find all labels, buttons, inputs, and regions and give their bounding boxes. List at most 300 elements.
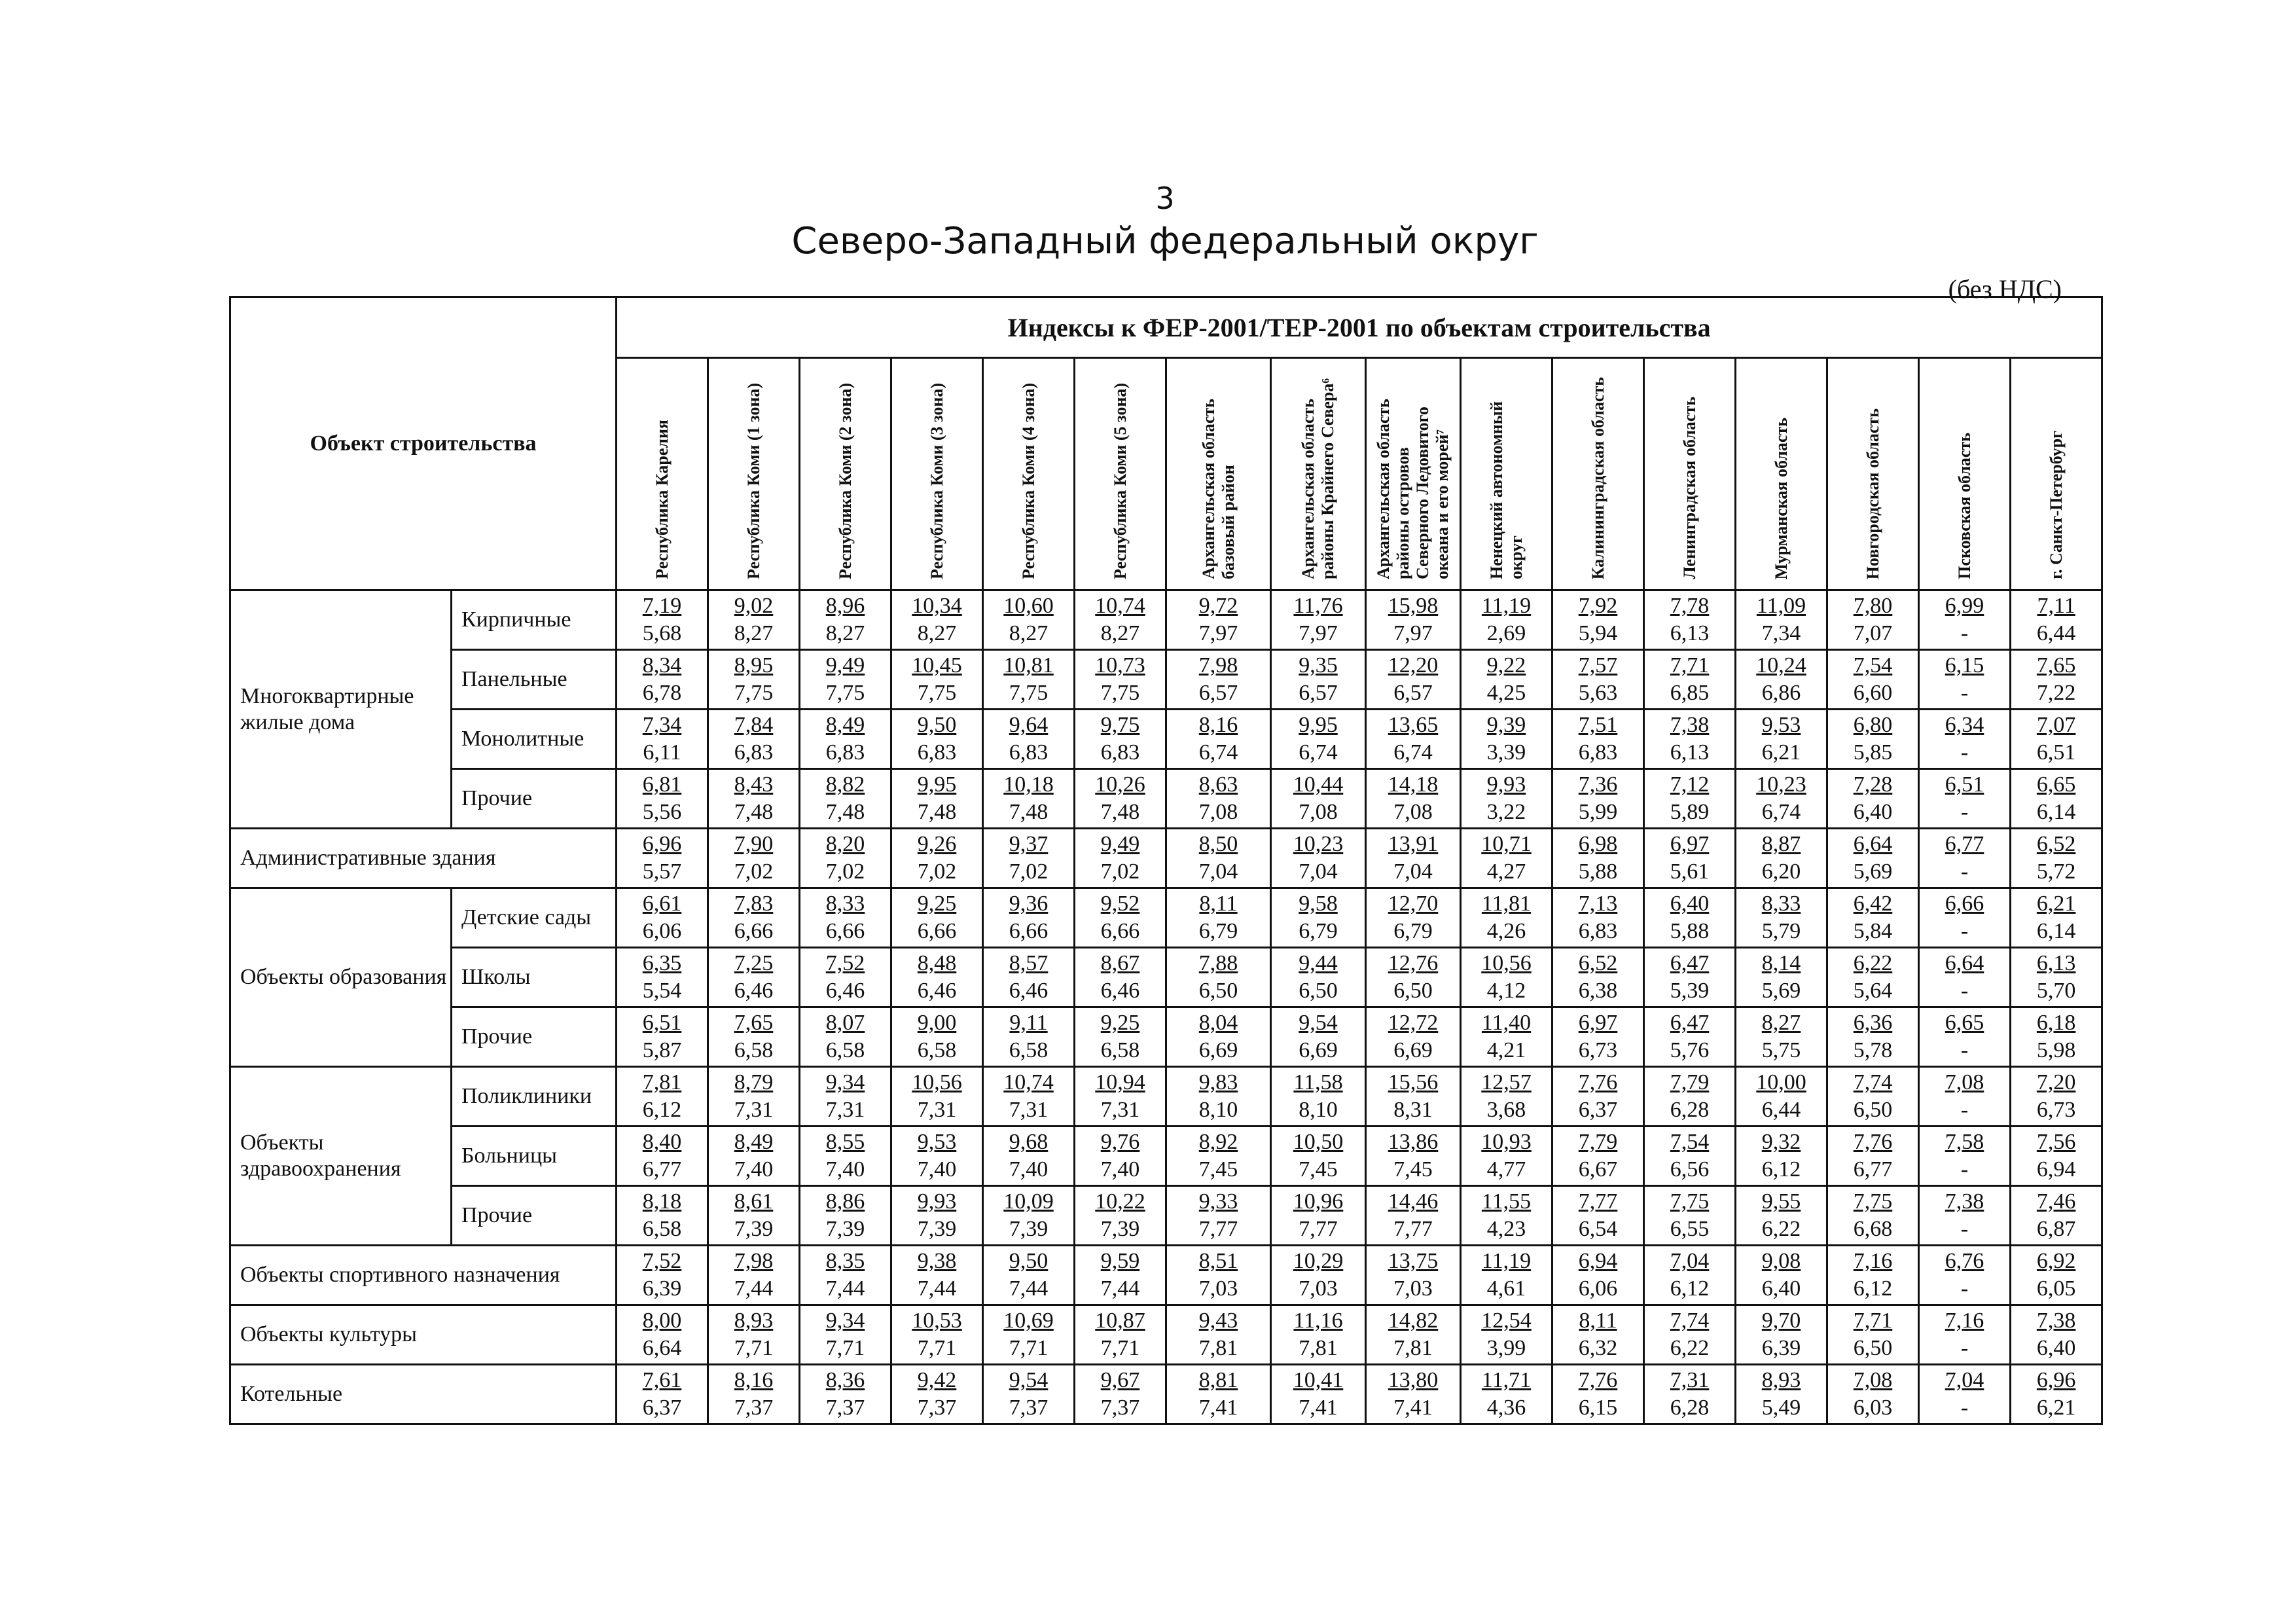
index-value-ter: 7,07 [1853, 621, 1893, 645]
index-value-ter: 7,39 [734, 1217, 774, 1241]
index-cell [1271, 650, 1366, 710]
index-value-fer: 7,79 [1670, 1070, 1710, 1094]
table-row [230, 948, 2102, 1007]
index-value-fer: 6,34 [1945, 713, 1984, 737]
index-cell [1271, 1365, 1366, 1424]
index-cell [1366, 1305, 1461, 1365]
index-value-ter: 6,03 [1853, 1396, 1893, 1420]
index-cell [1552, 1067, 1644, 1127]
index-cell [1166, 888, 1271, 948]
index-cell [1644, 1305, 1736, 1365]
index-cell [1075, 829, 1166, 888]
index-value-ter: 6,28 [1670, 1396, 1710, 1420]
index-value-fer: 6,18 [2036, 1011, 2076, 1035]
index-cell [617, 829, 708, 888]
index-value-ter: 6,83 [1009, 740, 1049, 765]
index-value-fer: 7,04 [1670, 1249, 1710, 1273]
index-value-ter: 7,44 [734, 1276, 774, 1301]
index-value-ter: 4,27 [1486, 859, 1526, 884]
region-header [1461, 358, 1552, 590]
index-cell [1461, 590, 1552, 650]
index-cell [891, 590, 983, 650]
index-value-ter: 7,40 [1009, 1157, 1049, 1182]
index-value-fer: 8,04 [1198, 1011, 1238, 1035]
index-value-ter: 6,46 [1100, 979, 1140, 1003]
index-value-fer: 7,11 [2037, 594, 2075, 618]
index-value-ter: 6,85 [1670, 681, 1710, 705]
region-name: Республика Коми (4 зона) [1018, 383, 1038, 579]
index-value-fer: 10,45 [912, 653, 962, 677]
index-value-fer: 7,07 [2036, 713, 2076, 737]
index-value-fer: 10,29 [1293, 1249, 1344, 1273]
index-cell [800, 829, 891, 888]
index-cell [1644, 1067, 1736, 1127]
index-value-fer: 7,56 [2036, 1130, 2076, 1154]
index-value-ter: 6,68 [1853, 1217, 1893, 1241]
index-value-fer: 11,16 [1293, 1308, 1343, 1333]
index-cell [2011, 1186, 2102, 1246]
index-cell [1461, 1246, 1552, 1305]
index-value-ter: 3,22 [1486, 800, 1526, 824]
index-value-fer: 9,25 [917, 892, 957, 916]
index-value-ter: 4,77 [1486, 1157, 1526, 1182]
index-value-ter: 7,41 [1198, 1396, 1238, 1420]
index-value-fer: 8,82 [825, 772, 865, 797]
index-cell [1827, 650, 1919, 710]
index-value-fer: 9,67 [1100, 1368, 1140, 1392]
table-row [230, 888, 2102, 948]
index-value-ter: 7,08 [1198, 800, 1238, 824]
index-cell [1075, 650, 1166, 710]
index-value-ter: 6,58 [734, 1038, 774, 1062]
index-value-ter: 7,41 [1299, 1396, 1338, 1420]
index-value-ter: 7,71 [1100, 1336, 1140, 1360]
index-cell [1736, 650, 1827, 710]
object-group-label: Объекты здравоохранения [230, 1067, 452, 1246]
index-value-fer: 11,09 [1756, 594, 1806, 618]
index-cell [1075, 1127, 1166, 1186]
index-value-ter: 6,74 [1761, 800, 1801, 824]
index-cell [800, 1305, 891, 1365]
index-cell [1271, 1186, 1366, 1246]
index-value-fer: 8,55 [825, 1130, 865, 1154]
index-value-ter: 6,38 [1578, 979, 1618, 1003]
index-value-ter: 7,08 [1299, 800, 1338, 824]
index-value-ter: 6,69 [1393, 1038, 1433, 1062]
index-value-fer: 6,76 [1945, 1249, 1984, 1273]
index-value-ter: 6,50 [1299, 979, 1338, 1003]
index-value-fer: 7,36 [1578, 772, 1618, 797]
index-value-ter: 6,66 [1100, 919, 1140, 943]
index-value-ter: 6,51 [2036, 740, 2076, 765]
index-value-fer: 6,22 [1853, 951, 1893, 975]
index-cell [1366, 1067, 1461, 1127]
index-cell [1736, 1305, 1827, 1365]
index-value-fer: 9,08 [1761, 1249, 1801, 1273]
index-value-fer: 11,71 [1481, 1368, 1532, 1392]
index-value-ter: 7,37 [825, 1396, 865, 1420]
index-cell [617, 888, 708, 948]
index-cell [1166, 590, 1271, 650]
index-value-fer: 6,61 [642, 892, 682, 916]
region-header [1366, 358, 1461, 590]
index-cell [800, 710, 891, 769]
index-value-ter: 5,57 [642, 859, 682, 884]
index-value-ter: 6,67 [1578, 1157, 1618, 1182]
index-cell [2011, 590, 2102, 650]
index-cell [1919, 1305, 2011, 1365]
index-value-fer: 6,51 [1945, 772, 1984, 797]
index-value-ter: 6,46 [825, 979, 865, 1003]
index-value-ter: 5,99 [1578, 800, 1618, 824]
index-cell [2011, 650, 2102, 710]
index-value-fer: 7,38 [2036, 1308, 2076, 1333]
index-value-fer: 8,92 [1198, 1130, 1238, 1154]
table-row [230, 769, 2102, 829]
index-value-fer: 9,22 [1486, 653, 1526, 677]
index-value-fer: 9,93 [1486, 772, 1526, 797]
index-cell [708, 829, 800, 888]
index-cell [1075, 1067, 1166, 1127]
region-header [1271, 358, 1366, 590]
index-cell [891, 1365, 983, 1424]
index-value-fer: 8,67 [1100, 951, 1140, 975]
index-value-ter: 6,15 [1578, 1396, 1618, 1420]
index-cell [708, 888, 800, 948]
region-name: Республика Карелия [652, 420, 672, 579]
index-value-ter: 5,94 [1578, 621, 1618, 645]
index-value-ter: 6,79 [1198, 919, 1238, 943]
index-cell [1644, 710, 1736, 769]
index-value-fer: 9,36 [1009, 892, 1049, 916]
index-value-ter: 5,75 [1761, 1038, 1801, 1062]
index-value-ter: 7,22 [2036, 681, 2076, 705]
index-value-fer: 15,98 [1388, 594, 1439, 618]
object-type-label: Административные здания [230, 829, 617, 888]
index-value-fer: 7,16 [1853, 1249, 1893, 1273]
index-cell [1461, 1305, 1552, 1365]
index-value-ter: 6,57 [1393, 681, 1433, 705]
index-cell [800, 948, 891, 1007]
index-value-fer: 7,57 [1578, 653, 1618, 677]
index-value-ter: 6,66 [1009, 919, 1049, 943]
index-cell [2011, 1007, 2102, 1067]
index-value-ter: 7,02 [1009, 859, 1049, 884]
index-value-fer: 9,26 [917, 832, 957, 856]
index-value-fer: 10,96 [1293, 1189, 1344, 1214]
index-cell [1919, 888, 2011, 948]
region-header [1736, 358, 1827, 590]
index-value-ter: 6,94 [2036, 1157, 2076, 1182]
index-value-ter: 6,77 [642, 1157, 682, 1182]
index-cell [1366, 1365, 1461, 1424]
region-name: Мурманская область [1771, 417, 1791, 579]
index-value-fer: 6,64 [1853, 832, 1893, 856]
index-value-fer: 9,59 [1100, 1249, 1140, 1273]
index-cell [1736, 590, 1827, 650]
index-value-ter: - [1960, 1217, 1969, 1241]
index-cell [800, 1007, 891, 1067]
index-value-fer: 7,61 [642, 1368, 682, 1392]
index-value-ter: 7,02 [734, 859, 774, 884]
index-value-fer: 8,35 [825, 1249, 865, 1273]
index-value-ter: 5,69 [1853, 859, 1893, 884]
index-value-fer: 9,95 [917, 772, 957, 797]
index-value-fer: 6,47 [1670, 951, 1710, 975]
index-value-ter: 6,46 [917, 979, 957, 1003]
index-value-fer: 9,00 [917, 1011, 957, 1035]
table-row [230, 1246, 2102, 1305]
index-value-ter: 7,31 [1100, 1098, 1140, 1122]
index-value-fer: 8,11 [1199, 892, 1238, 916]
index-cell [1271, 1007, 1366, 1067]
index-value-fer: 7,74 [1670, 1308, 1710, 1333]
index-cell [617, 1127, 708, 1186]
index-cell [617, 710, 708, 769]
index-value-ter: 7,37 [917, 1396, 957, 1420]
index-cell [1366, 888, 1461, 948]
index-value-ter: 8,10 [1198, 1098, 1238, 1122]
index-value-ter: 6,40 [2036, 1336, 2076, 1360]
index-value-ter: - [1960, 621, 1969, 645]
index-value-ter: 6,37 [642, 1396, 682, 1420]
index-cell [1366, 650, 1461, 710]
index-value-ter: 5,64 [1853, 979, 1893, 1003]
index-cell [891, 1127, 983, 1186]
index-cell [1827, 1186, 1919, 1246]
object-subtype-label: Панельные [452, 650, 617, 710]
index-value-fer: 11,19 [1481, 594, 1532, 618]
index-value-fer: 8,27 [1761, 1011, 1801, 1035]
index-cell [891, 1305, 983, 1365]
index-cell [1075, 1007, 1166, 1067]
index-value-fer: 12,72 [1388, 1011, 1439, 1035]
index-value-ter: 5,98 [2036, 1038, 2076, 1062]
index-value-fer: 8,07 [825, 1011, 865, 1035]
index-value-ter: 6,56 [1670, 1157, 1710, 1182]
index-cell [1271, 769, 1366, 829]
index-cell [1166, 1365, 1271, 1424]
object-type-label: Котельные [230, 1365, 617, 1424]
index-cell [983, 1186, 1075, 1246]
index-value-ter: 7,45 [1198, 1157, 1238, 1182]
index-value-fer: 8,16 [734, 1368, 774, 1392]
index-value-fer: 8,81 [1198, 1368, 1238, 1392]
index-value-fer: 7,65 [2036, 653, 2076, 677]
index-value-ter: 6,64 [642, 1336, 682, 1360]
index-value-fer: 8,36 [825, 1368, 865, 1392]
index-cell [1919, 1186, 2011, 1246]
index-value-fer: 10,60 [1003, 594, 1054, 618]
index-value-ter: - [1960, 740, 1969, 765]
index-cell [1736, 1127, 1827, 1186]
index-value-fer: 7,75 [1853, 1189, 1893, 1214]
index-value-fer: 12,20 [1388, 653, 1439, 677]
index-value-fer: 9,52 [1100, 892, 1140, 916]
index-value-ter: 6,66 [825, 919, 865, 943]
index-value-ter: 7,77 [1393, 1217, 1433, 1241]
index-value-ter: 8,10 [1299, 1098, 1338, 1122]
index-value-ter: 6,58 [825, 1038, 865, 1062]
index-cell [1644, 650, 1736, 710]
index-value-ter: 5,61 [1670, 859, 1710, 884]
index-cell [1827, 829, 1919, 888]
index-value-ter: 7,48 [917, 800, 957, 824]
index-cell [708, 710, 800, 769]
index-cell [2011, 829, 2102, 888]
index-value-fer: 8,16 [1198, 713, 1238, 737]
index-value-fer: 15,56 [1388, 1070, 1439, 1094]
index-value-fer: 8,57 [1009, 951, 1049, 975]
index-value-fer: 13,91 [1388, 832, 1439, 856]
index-cell [2011, 1127, 2102, 1186]
index-cell [617, 1186, 708, 1246]
index-value-ter: 6,39 [1761, 1336, 1801, 1360]
index-cell [1461, 650, 1552, 710]
index-value-fer: 7,51 [1578, 713, 1618, 737]
index-cell [1736, 1067, 1827, 1127]
index-cell [800, 590, 891, 650]
index-value-ter: 6,78 [642, 681, 682, 705]
index-cell [1552, 1305, 1644, 1365]
index-cell [891, 650, 983, 710]
index-cell [1827, 888, 1919, 948]
index-value-fer: 9,35 [1299, 653, 1338, 677]
index-value-ter: 7,81 [1198, 1336, 1238, 1360]
index-value-fer: 9,54 [1009, 1368, 1049, 1392]
index-value-ter: 7,75 [734, 681, 774, 705]
index-value-ter: 2,69 [1486, 621, 1526, 645]
index-value-ter: 7,41 [1393, 1396, 1433, 1420]
index-value-ter: 7,75 [917, 681, 957, 705]
index-value-ter: 5,78 [1853, 1038, 1893, 1062]
index-value-fer: 10,81 [1003, 653, 1054, 677]
index-cell [1827, 1127, 1919, 1186]
index-value-ter: 6,79 [1393, 919, 1433, 943]
object-subtype-label: Кирпичные [452, 590, 617, 650]
index-cell [1166, 1246, 1271, 1305]
index-cell [1644, 829, 1736, 888]
index-cell [1075, 590, 1166, 650]
index-cell [1461, 888, 1552, 948]
index-value-fer: 10,26 [1095, 772, 1145, 797]
index-cell [1366, 948, 1461, 1007]
index-value-ter: 6,58 [1100, 1038, 1140, 1062]
region-name: Республика Коми (2 зона) [835, 383, 855, 579]
index-value-ter: 6,06 [1578, 1276, 1618, 1301]
index-cell [617, 1365, 708, 1424]
index-cell [1075, 769, 1166, 829]
index-value-ter: 8,27 [917, 621, 957, 645]
index-value-ter: 6,74 [1198, 740, 1238, 765]
index-value-ter: 6,60 [1853, 681, 1893, 705]
index-value-ter: 7,04 [1393, 859, 1433, 884]
index-cell [1919, 948, 2011, 1007]
index-value-ter: 5,54 [642, 979, 682, 1003]
index-cell [1075, 888, 1166, 948]
index-value-fer: 13,80 [1388, 1368, 1439, 1392]
index-value-fer: 7,83 [734, 892, 774, 916]
index-value-fer: 8,93 [1761, 1368, 1801, 1392]
index-value-ter: 7,81 [1393, 1336, 1433, 1360]
index-value-ter: 6,86 [1761, 681, 1801, 705]
index-cell [1919, 710, 2011, 769]
index-value-ter: - [1960, 681, 1969, 705]
index-value-fer: 8,18 [642, 1189, 682, 1214]
index-cell [617, 1067, 708, 1127]
index-cell [1461, 1186, 1552, 1246]
index-value-ter: 4,12 [1486, 979, 1526, 1003]
index-value-ter: 6,73 [2036, 1098, 2076, 1122]
index-cell [983, 1305, 1075, 1365]
index-value-ter: 4,36 [1486, 1396, 1526, 1420]
index-cell [1919, 1127, 2011, 1186]
index-value-ter: 7,71 [825, 1336, 865, 1360]
index-value-fer: 6,81 [642, 772, 682, 797]
index-value-ter: 6,40 [1761, 1276, 1801, 1301]
index-cell [1366, 1246, 1461, 1305]
index-value-fer: 10,56 [1481, 951, 1532, 975]
index-value-fer: 10,69 [1003, 1308, 1054, 1333]
index-cell [1075, 1305, 1166, 1365]
index-value-ter: 6,83 [825, 740, 865, 765]
index-value-ter: 4,21 [1486, 1038, 1526, 1062]
index-value-ter: 7,97 [1393, 621, 1433, 645]
index-value-ter: 5,79 [1761, 919, 1801, 943]
index-value-fer: 9,50 [1009, 1249, 1049, 1273]
index-value-ter: 3,99 [1486, 1336, 1526, 1360]
index-cell [1366, 1007, 1461, 1067]
index-cell [1166, 829, 1271, 888]
index-value-ter: 7,31 [917, 1098, 957, 1122]
page-number: 3 [1155, 181, 1175, 216]
index-value-fer: 10,56 [912, 1070, 962, 1094]
index-cell [1552, 829, 1644, 888]
index-value-fer: 7,34 [642, 713, 682, 737]
index-cell [1166, 1007, 1271, 1067]
index-value-fer: 9,39 [1486, 713, 1526, 737]
index-cell [617, 1246, 708, 1305]
index-value-fer: 9,54 [1299, 1011, 1338, 1035]
index-value-ter: 6,50 [1853, 1336, 1893, 1360]
index-value-ter: 6,50 [1198, 979, 1238, 1003]
index-cell [1552, 650, 1644, 710]
index-value-ter: 6,13 [1670, 740, 1710, 765]
index-cell [1166, 769, 1271, 829]
index-value-ter: 7,75 [1100, 681, 1140, 705]
index-value-fer: 11,55 [1481, 1189, 1532, 1214]
index-value-fer: 10,94 [1095, 1070, 1145, 1094]
index-value-fer: 9,68 [1009, 1130, 1049, 1154]
index-value-fer: 8,49 [825, 713, 865, 737]
index-cell [1736, 1186, 1827, 1246]
table-row [230, 1365, 2102, 1424]
index-value-ter: 7,04 [1198, 859, 1238, 884]
index-value-fer: 8,93 [734, 1308, 774, 1333]
index-cell [800, 1365, 891, 1424]
index-cell [1827, 1007, 1919, 1067]
region-name: Ненецкий автономный округ [1486, 401, 1526, 579]
index-value-ter: 6,21 [1761, 740, 1801, 765]
index-cell [1736, 769, 1827, 829]
region-header [617, 358, 708, 590]
index-value-ter: - [1960, 1336, 1969, 1360]
region-name: Калининградская область [1588, 376, 1607, 579]
index-cell [1919, 1067, 2011, 1127]
index-value-ter: 5,84 [1853, 919, 1893, 943]
index-cell [800, 650, 891, 710]
region-header [1827, 358, 1919, 590]
